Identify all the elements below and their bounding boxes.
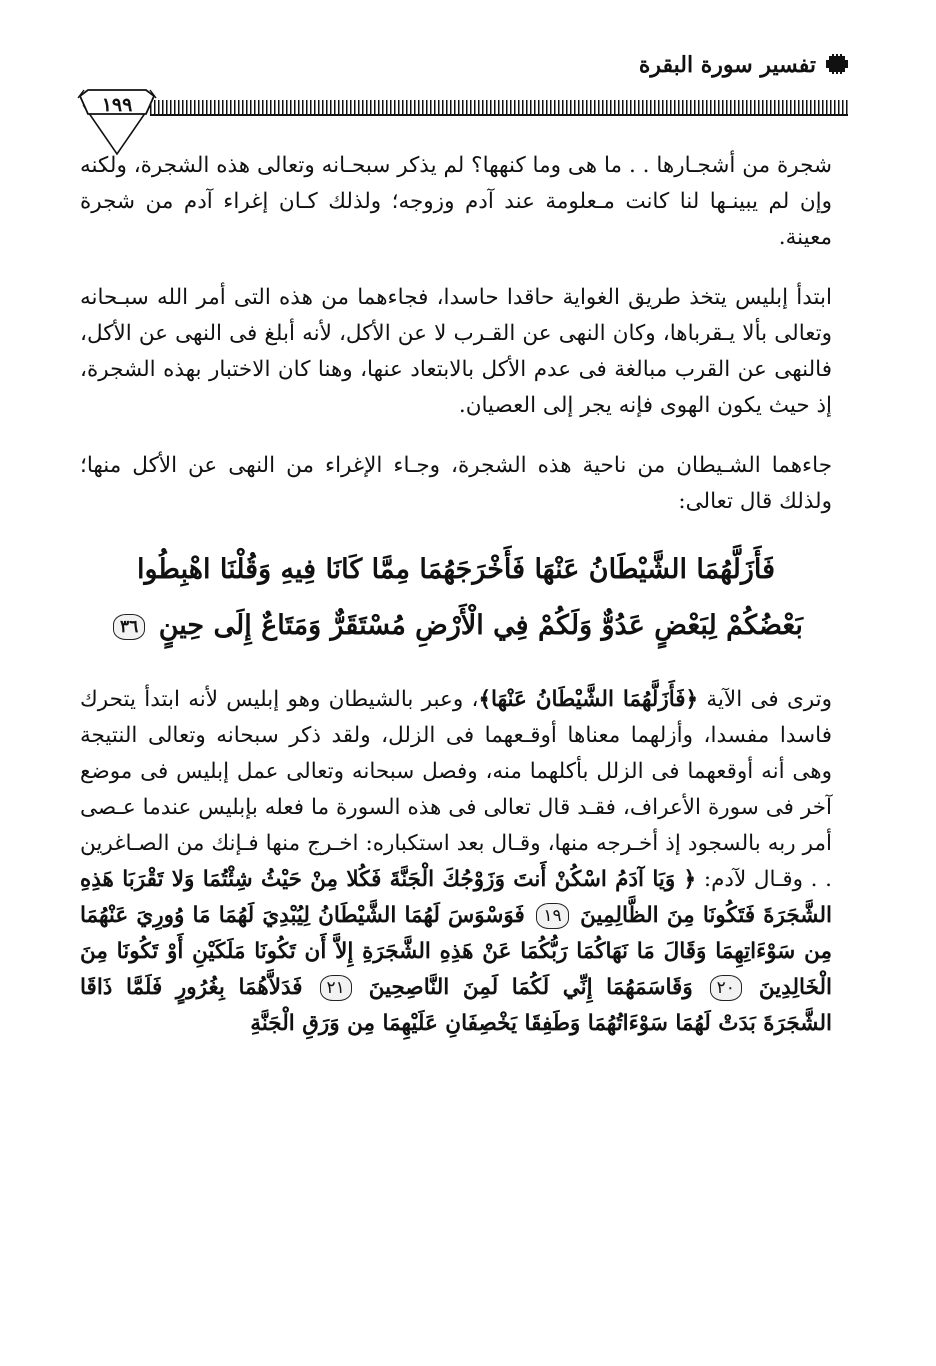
paragraph: شجرة من أشجـارها . . ما هى وما كنهها؟ لم يذكر سبحـانه وتعالى هذه الشجرة، ولكنه وإن لم يبينـها لنا كانت مـعلومة عند آدم وزوجه؛ ولذلك كـان إغراء آدم من شجرة معينة. [80, 153, 833, 250]
verse-line: فَأَزَلَّهُمَا الشَّيْطَانُ عَنْهَا فَأَخْرَجَهُمَا مِمَّا كَانَا فِيهِ وَقُلْنَا اهْبِطُوا [136, 554, 776, 585]
paragraph: ابتدأ إبليس يتخذ طريق الغواية حاقدا حاسدا، فجاءهما من هذه التى أمر الله سبـحانه وتعالى بألا يـقرباها، وكان النهى عن القـرب لا عن الأكل، لأنه أبلغ فى النهى عن الأكل، فالنهى عن القرب مبالغة فى عدم الأكل بالابتعاد عنها، وهنا كان الاختبار بهذه الشجرة، إذ حيث يكون الهوى فإنه يجر إلى العصيان. [80, 285, 832, 418]
commentary-text: وترى فى الآية [706, 687, 832, 712]
ayah-number-marker: ٢١ [320, 975, 352, 1001]
header-rule [150, 100, 848, 116]
quran-verse [80, 542, 832, 654]
page-number-badge [76, 84, 158, 156]
paragraph: جاءهما الشـيطان من ناحية هذه الشجرة، وجـاء الإغراء من النهى عن الأكل منها؛ ولذلك قال تعالى: [80, 453, 832, 514]
ornament-icon [826, 54, 848, 77]
commentary-paragraph [80, 682, 832, 1042]
ayah-number-marker: ٢٠ [710, 975, 742, 1001]
ayah-number-marker: ١٩ [536, 903, 568, 929]
commentary-text: ، وعبر بالشيطان وهو إبليس لأنه ابتدأ يتحرك فاسدا مفسدا، وأزلهما معناها أوقـعهما فى الزلل، ولقد ذكر سبحانه وتعالى النتيجة وهى أنه أوقعهما فى الزلل بأكلهما منه، وفصل سبحانه وتعالى عمل إبليس فى موضع آخر فى سورة الأعراف، فقـد قال تعالى فى هذه السورة ما فعله بإبليس عندما عـصى أمر ربه بالسجود إذ أخـرجه منها، وقـال بعد استكباره: اخـرج منها فـإنك من الصـاغرين . . وقـال لآدم: [80, 687, 833, 892]
running-header [639, 52, 848, 78]
inline-verse-quote: ﴿فَأَزَلَّهُمَا الشَّيْطَانُ عَنْهَا﴾ [478, 687, 699, 712]
header-title: تفسير سورة البقرة [638, 52, 816, 78]
inline-verse-quote: فَدَلاَّهُمَا بِغُرُورٍ فَلَمَّا ذَاقَا الشَّجَرَةَ بَدَتْ لَهُمَا سَوْءَاتُهُمَا وَطَفِقَا يَخْصِفَانِ عَلَيْهِمَا مِن وَرَقِ الْجَنَّةِ [80, 975, 832, 1036]
verse-line-text: بَعْضُكُمْ لِبَعْضٍ عَدُوٌّ وَلَكُمْ فِي الْأَرْضِ مُسْتَقَرٌّ وَمَتَاعٌ إِلَى حِينٍ [158, 610, 803, 641]
inline-verse-quote: فَوَسْوَسَ لَهُمَا الشَّيْطَانُ لِيُبْدِيَ لَهُمَا مَا وُورِيَ عَنْهُمَا مِن سَوْءَاتِهِمَا وَقَالَ مَا نَهَاكُمَا رَبُّكُمَا عَنْ هَذِهِ الشَّجَرَةِ إِلاَّ أَن تَكُونَا مَلَكَيْنِ أَوْ تَكُونَا مِنَ الْخَالِدِينَ [80, 903, 832, 1000]
inline-verse-quote: ﴿ وَيَا آدَمُ اسْكُنْ أَنتَ وَزَوْجُكَ الْجَنَّةَ فَكُلا مِنْ حَيْثُ شِئْتُمَا وَلا تَقْرَبَا هَذِهِ الشَّجَرَةَ فَتَكُونَا مِنَ الظَّالِمِينَ [80, 867, 833, 928]
ayah-number-marker: ٣٦ [113, 614, 145, 640]
page-number: ١٩٩ [101, 94, 133, 116]
verse-line [80, 598, 832, 654]
page-body [80, 148, 832, 1066]
inline-verse-quote: وَقَاسَمَهُمَا إِنِّي لَكُمَا لَمِنَ النَّاصِحِينَ [368, 975, 693, 1000]
